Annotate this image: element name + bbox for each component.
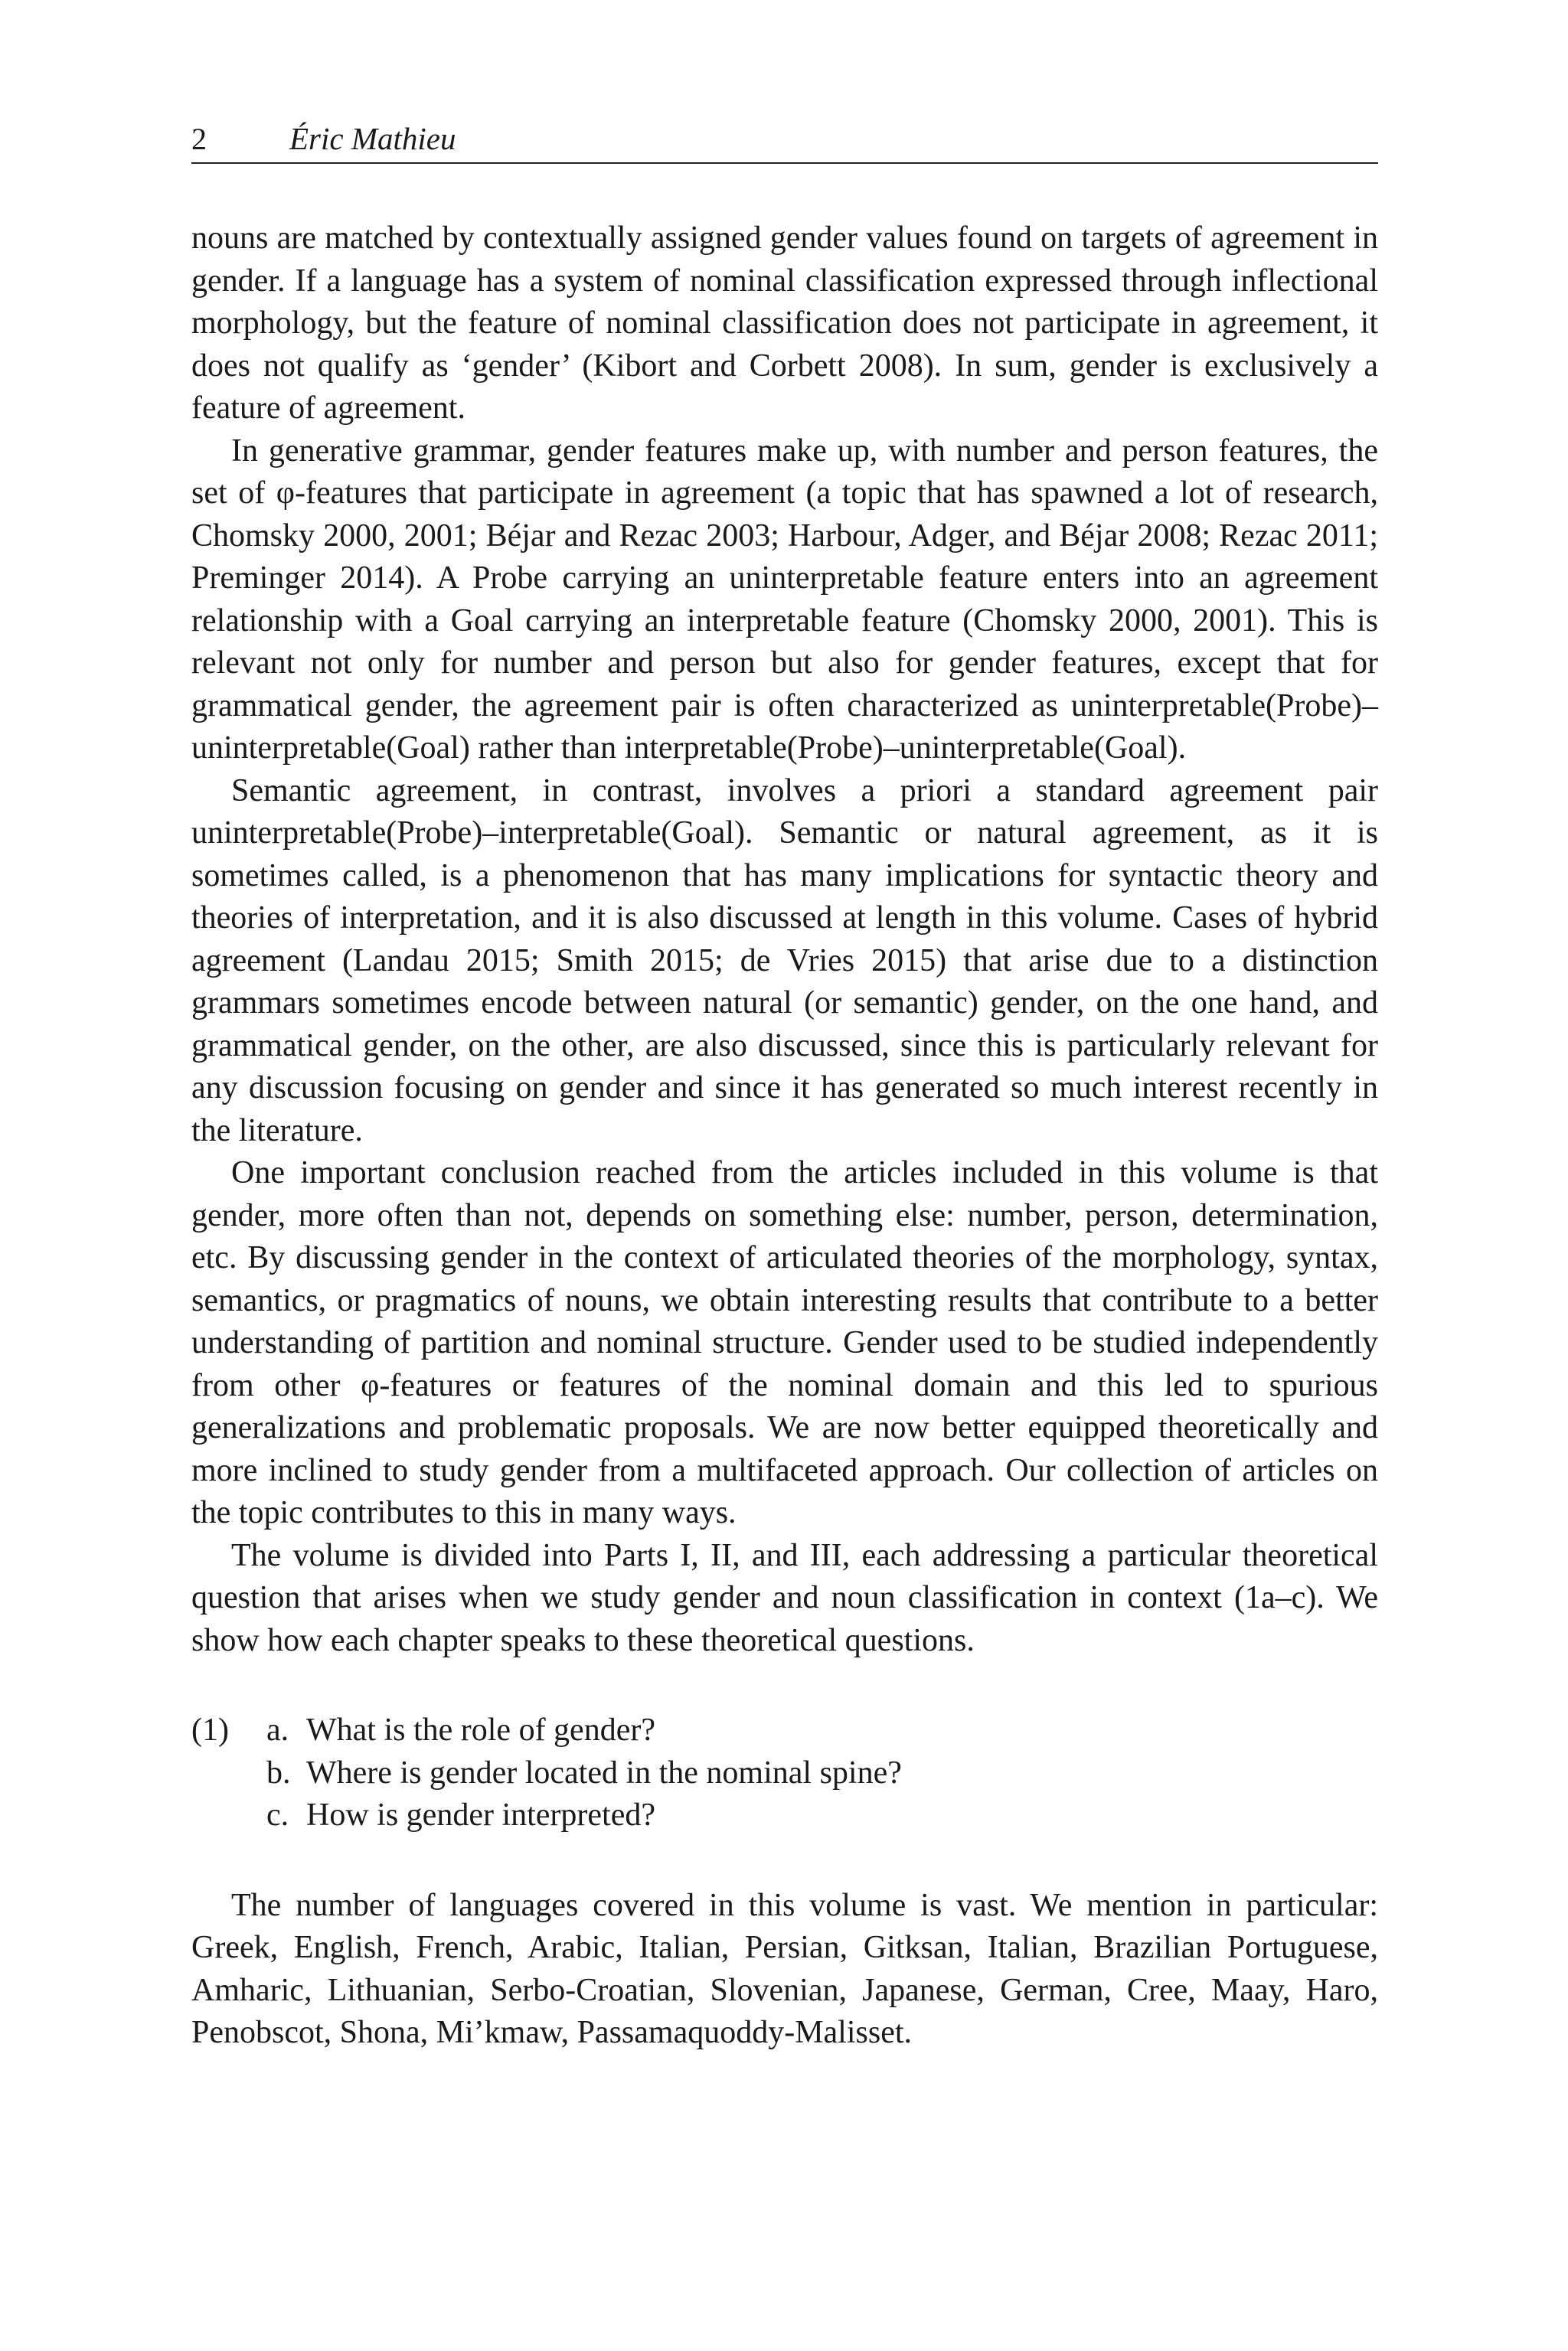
running-header [191, 115, 1378, 164]
paragraph-semantic-agreement: Semantic agreement, in contrast, involves a priori a standard agreement pair uninterpretable(Probe)–interpretable(Goal). Semantic or natural agreement, as it is sometimes called, is a phenomenon that has many implications for syntactic theory and theories of interpretation, and it is also discussed at length in this volume. Cases of hybrid agreement (Landau 2015; Smith 2015; de Vries 2015) that arise due to a distinction grammars sometimes encode between natural (or semantic) gender, on the one hand, and grammatical gender, on the other, are also discussed, since this is particularly relevant for any discussion focusing on gender and since it has generated so much interest recently in the literature. [191, 772, 1378, 1148]
paragraph-conclusion: One important conclusion reached from the articles included in this volume is that gender, more often than not, depends on something else: number, person, determination, etc. By discussing gender in the context of articulated theories of the morphology, syntax, semantics, or pragmatics of nouns, we obtain interesting results that contribute to a better understanding of partition and nominal structure. Gender used to be studied independently from other φ-features or features of the nominal domain and this led to spurious generalizations and problematic proposals. We are now better equipped theoretically and more inclined to study gender from a multifaceted approach. Our collection of articles on the topic contributes to this in many ways. [191, 1155, 1378, 1530]
numbered-example [191, 1709, 1378, 1837]
example-item-c [266, 1794, 902, 1837]
paragraph-continued: nouns are matched by contextually assigned gender values found on targets of agreement in gender. If a language has a system of nominal classification expressed through inflectional morphology, but the feature of nominal classification does not participate in agreement, it does not qualify as ‘gender’ (Kibort and Corbett 2008). In sum, gender is exclusively a feature of agreement. [191, 220, 1378, 426]
paragraph-generative-grammar: In generative grammar, gender features make up, with number and person features, the set of φ-features that participate in agreement (a topic that has spawned a lot of research, Chomsky 2000, 2001; Béjar and Rezac 2003; Harbour, Adger, and Béjar 2008; Rezac 2011; Preminger 2014). A Probe carrying an uninterpretable feature enters into an agreement relationship with a Goal carrying an interpretable feature (Chomsky 2000, 2001). This is relevant not only for number and person but also for gender features, except that for grammatical gender, the agreement pair is often characterized as uninterpretable(Probe)–uninterpretable(Goal) rather than interpretable(Probe)–uninterpretable(Goal). [191, 433, 1378, 766]
paragraph-languages: The number of languages covered in this volume is vast. We mention in particular: Greek, English, French, Arabic, Italian, Persian, Gitksan, Italian, Brazilian Portuguese, Amharic, Lithuanian, Serbo-Croatian, Slovenian, Japanese, German, Cree, Maay, Haro, Penobscot, Shona, Mi’kmaw, Passamaquoddy-Malisset. [191, 1887, 1378, 2050]
example-item-b [266, 1752, 902, 1795]
example-item-text: What is the role of gender? [306, 1713, 655, 1748]
page [191, 115, 1378, 2055]
example-item-a [266, 1709, 902, 1752]
example-item-letter: a. [266, 1713, 289, 1748]
body-text [191, 217, 1378, 2055]
example-list [266, 1709, 902, 1837]
example-item-letter: b. [266, 1755, 291, 1791]
example-item-letter: c. [266, 1798, 289, 1833]
example-number: (1) [191, 1713, 229, 1748]
paragraph-volume-parts: The volume is divided into Parts I, II, and III, each addressing a particular theoretical question that arises when we study gender and noun classification in context (1a–c). We show how each chapter speaks to these theoretical questions. [191, 1537, 1378, 1658]
page-number: 2 [191, 122, 207, 156]
example-item-text: How is gender interpreted? [306, 1798, 655, 1833]
example-item-text: Where is gender located in the nominal spine? [306, 1755, 902, 1791]
running-header-author: Éric Mathieu [289, 121, 456, 156]
